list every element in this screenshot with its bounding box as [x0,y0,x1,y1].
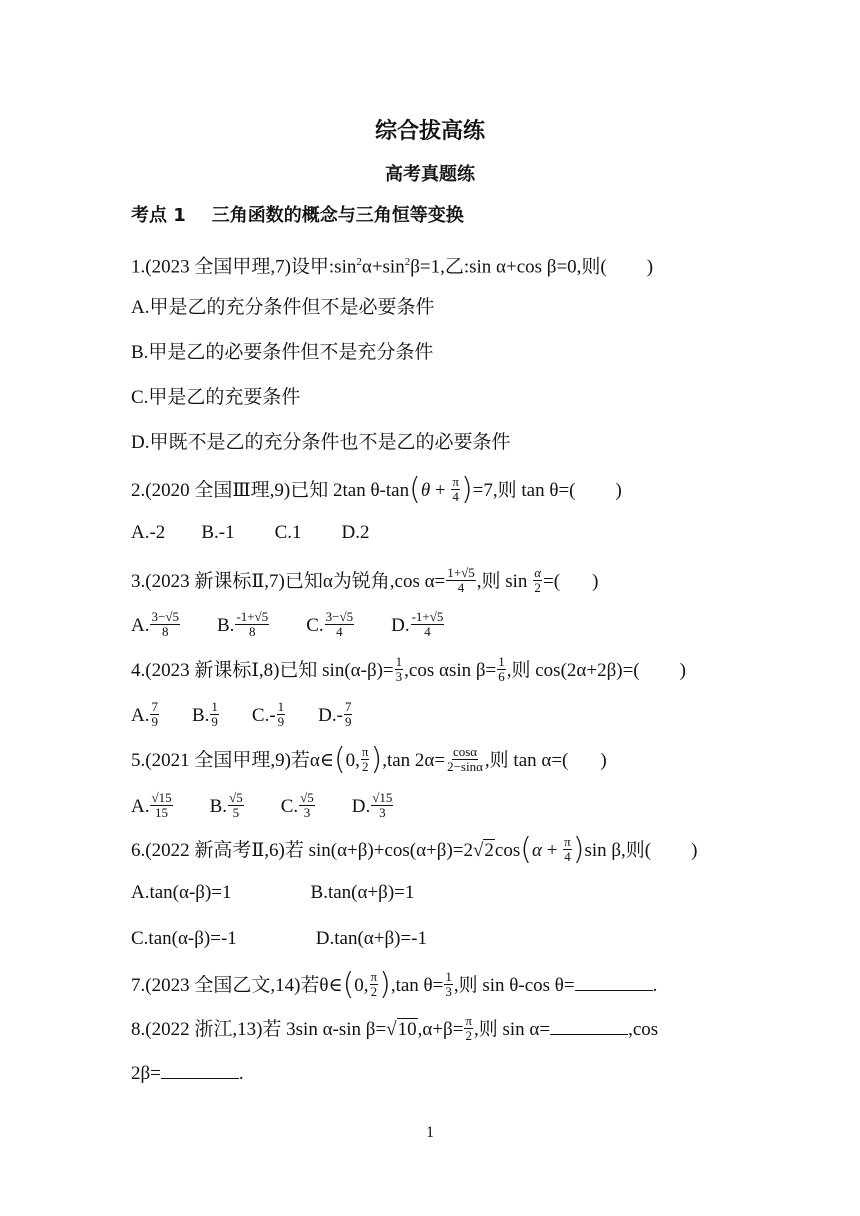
q5-zero: 0, [345,749,360,771]
q4-option-a-n: 7 [151,699,158,714]
q1-option-c: C.甲是乙的充要条件 [131,387,301,408]
q1-stem: 1.(2023 全国甲理,7)设甲:sin [131,256,357,278]
q5-option-b [209,790,245,820]
q7-zero: 0, [354,974,369,996]
question-6 [131,831,698,867]
question-8-line2 [131,1062,244,1086]
section-name: 三角函数的概念与三角恒等变换 [211,205,464,226]
q3-stem: 3.(2023 新课标Ⅱ,7)已知α为锐角,cos α= [131,570,446,592]
q4-stem-c: ,则 cos(2α+2β)=( [506,659,640,681]
q4-frac-1-n: 1 [395,654,403,669]
question-4 [131,654,686,686]
q5-option-d [351,790,395,820]
q3-options [131,609,445,641]
q5-frac-d: 2−sinα [447,759,483,774]
q5-stem-c: ,则 tan α=( [484,749,569,771]
q5-option-a-frac [150,791,172,820]
question-1 [131,250,653,279]
q7-end: . [652,974,658,996]
q2-frac [451,475,460,504]
q1-option-d: D.甲既不是乙的充分条件也不是乙的必要条件 [131,432,511,453]
q4-option-c-n: 1 [277,699,285,714]
q4-option-a-frac [150,700,159,729]
question-2 [131,471,622,507]
q8-sqrt-arg: 10 [397,1018,417,1040]
q4-option-a-d: 9 [151,714,158,729]
q2-lparen: ( [409,471,421,507]
q3-close: ) [592,570,599,592]
page-subtitle: 高考真题练 [385,164,475,185]
section-heading [131,204,464,228]
q3-option-c [306,609,355,639]
q5-option-a-label: A. [131,795,150,817]
q6-option-d: D.tan(α+β)=-1 [315,928,427,949]
q5-option-c [280,790,316,820]
q4-option-a-label: A. [131,704,150,726]
q3-option-d-n: -1+√5 [411,609,444,624]
q5-option-c-d: 3 [303,805,311,820]
q3-option-d-label: D. [391,614,410,636]
q5-frac-n: cosα [452,744,478,759]
q4-stem-b: ,cos αsin β= [404,659,497,681]
q8-frac-d: 2 [465,1028,472,1043]
q4-option-b-n: 1 [211,699,218,714]
q8-stem-c: ,则 sin α= [474,1018,551,1040]
q1-sup-b: 2 [404,256,411,268]
q4-option-d-label: D.- [318,704,343,726]
q7-frac-n: 1 [445,969,452,984]
q8-frac-n: π [465,1013,472,1028]
q8-stem-d: ,cos [628,1018,659,1040]
q6-plus: + [541,839,563,861]
q5-frac-pi [361,745,370,774]
q5-option-a-d: 15 [155,805,169,820]
q3-option-b-frac [235,610,269,639]
q5-option-d-frac [371,791,393,820]
q2-close: ) [615,479,622,501]
q7-rparen: ) [379,966,391,1002]
q1-option-b: B.甲是乙的必要条件但不是充分条件 [131,342,434,363]
q6-stem-b: sin β,则( [584,839,652,861]
q4-option-b-label: B. [191,704,210,726]
q4-option-c-frac [277,700,286,729]
q3-option-c-label: C. [306,614,324,636]
question-7 [131,966,658,1002]
q4-option-d-d: 9 [344,714,352,729]
q4-frac-1 [395,655,404,684]
q5-option-c-frac [299,791,315,820]
q2-options [131,521,369,545]
q4-stem: 4.(2023 新课标Ⅰ,8)已知 sin(α-β)= [131,659,394,681]
q4-option-b [191,699,220,729]
q6-sqrt: √2 [472,839,494,861]
q5-option-c-n: √5 [300,790,314,805]
q4-option-d-n: 7 [344,699,352,714]
q4-option-b-frac [210,700,219,729]
q8-answer-blank-2[interactable] [161,1062,239,1079]
q3-frac [446,566,475,595]
q3-option-b-n: -1+√5 [236,609,269,624]
q6-option-a: A.tan(α-β)=1 [131,882,232,903]
q5-option-a-n: √15 [151,790,172,805]
q3-stem-b: ,则 sin [476,570,533,592]
q2-option-d: D.2 [341,522,370,543]
q4-option-c-d: 9 [277,714,285,729]
q3-frac-d: 4 [457,580,465,595]
q3-option-c-d: 4 [336,624,343,639]
q4-frac-2-n: 1 [498,654,505,669]
q2-rparen: ) [460,471,473,507]
q4-options [131,699,353,731]
q6-options-row2 [131,927,427,951]
q3-frac-b-d: 2 [534,580,541,595]
q3-frac-b [533,566,542,595]
q5-frac-pi-n: π [361,744,369,759]
q5-stem: 5.(2021 全国甲理,9)若α∈ [131,749,334,771]
q4-close: ) [679,659,686,681]
q5-option-b-label: B. [209,795,228,817]
q5-option-c-label: C. [280,795,299,817]
q7-frac-pi-d: 2 [370,984,378,999]
q5-option-a [131,790,174,820]
q2-stem-b: =7,则 tan θ=( [472,479,576,501]
page-title: 综合拔高练 [374,119,485,144]
q3-frac-b-n: α [534,565,542,580]
q5-frac-pi-d: 2 [361,759,369,774]
q3-option-c-n: 3−√5 [325,609,354,624]
q5-frac [446,745,484,774]
q8-sqrt: √10 [386,1018,417,1040]
q3-option-a-frac [150,610,179,639]
q4-frac-1-d: 3 [395,669,403,684]
q5-close: ) [600,749,607,771]
q2-theta: θ [420,479,431,501]
q4-option-a [131,699,160,729]
q3-option-a-n: 3−√5 [151,609,179,624]
q5-option-b-d: 5 [232,805,240,820]
q6-option-c: C.tan(α-β)=-1 [131,928,237,949]
q2-plus: + [430,479,451,501]
q1-stem-c: β=1,乙:sin α+cos β=0,则( [410,256,607,278]
q7-lparen: ( [342,966,355,1002]
q3-option-a [131,609,181,639]
question-5 [131,741,607,777]
q8-stem-b: ,α+β= [417,1018,464,1040]
q2-option-b: B.-1 [201,522,235,543]
q7-answer-blank[interactable] [575,974,653,991]
q7-stem-b: ,tan θ= [390,974,444,996]
question-3 [131,565,599,597]
q2-frac-d: 4 [452,489,459,504]
q4-option-b-d: 9 [211,714,218,729]
q7-frac-pi-n: π [370,969,378,984]
q4-frac-2 [497,655,506,684]
q5-option-b-n: √5 [229,790,243,805]
q2-option-a: A.-2 [131,522,166,543]
q8-stem: 8.(2022 浙江,13)若 3sin α-sin β= [131,1018,387,1040]
q3-option-d [391,609,445,639]
q4-option-c-label: C.- [251,704,276,726]
q7-stem-c: ,则 sin θ-cos θ= [453,974,575,996]
q6-close: ) [691,839,698,861]
q5-options [131,790,394,822]
q3-option-a-d: 8 [161,624,169,639]
q3-option-b-label: B. [216,614,235,636]
q6-stem: 6.(2022 新高考Ⅱ,6)若 sin(α+β)+cos(α+β)=2 [131,839,473,861]
q7-frac-pi [370,970,379,999]
q3-option-d-frac [411,610,445,639]
q4-option-d [318,699,353,729]
page-number: 1 [426,1124,434,1141]
q3-option-d-d: 4 [424,624,431,639]
q6-rparen: ) [572,831,585,867]
question-8 [131,1013,659,1045]
q4-option-d-frac [344,700,353,729]
q2-option-c: C.1 [274,522,302,543]
q8-answer-blank-1[interactable] [550,1018,628,1035]
q7-frac [444,970,453,999]
q6-frac [563,835,572,864]
q5-option-d-d: 3 [379,805,386,820]
q6-options-row1 [131,881,414,905]
section-label: 考点 1 [131,205,186,226]
q3-option-c-frac [325,610,354,639]
q3-option-a-label: A. [131,614,150,636]
q7-stem: 7.(2023 全国乙文,14)若θ∈ [131,974,343,996]
q7-frac-d: 3 [445,984,452,999]
q6-option-b: B.tan(α+β)=1 [310,882,415,903]
q2-stem: 2.(2020 全国Ⅲ理,9)已知 2tan θ-tan [131,479,410,501]
q6-cos: cos [494,839,521,861]
q3-stem-c: =( [543,570,561,592]
q1-sup: 2 [356,256,362,268]
q4-frac-2-d: 6 [498,669,505,684]
q5-rparen: ) [370,741,383,777]
q6-alpha: α [531,839,542,861]
q6-sqrt-arg: 2 [484,839,494,861]
q5-stem-b: ,tan 2α= [382,749,446,771]
q5-option-d-n: √15 [372,790,393,805]
q1-stem-b: α+sin [361,256,405,278]
q3-option-b [216,609,270,639]
q5-lparen: ( [333,741,346,777]
q1-option-a: A.甲是乙的充分条件但不是必要条件 [131,297,435,318]
q4-option-c [251,699,286,729]
q5-option-d-label: D. [351,795,371,817]
q3-frac-n: 1+√5 [447,565,475,580]
q8-line2: 2β= [131,1063,161,1084]
q3-option-b-d: 8 [249,624,256,639]
q6-frac-d: 4 [564,849,571,864]
q6-lparen: ( [520,831,532,867]
q6-frac-n: π [564,834,571,849]
q2-frac-n: π [452,474,459,489]
q8-end: . [238,1063,244,1084]
q1-close: ) [646,256,654,278]
q8-frac [464,1014,473,1043]
q5-option-b-frac [228,791,244,820]
